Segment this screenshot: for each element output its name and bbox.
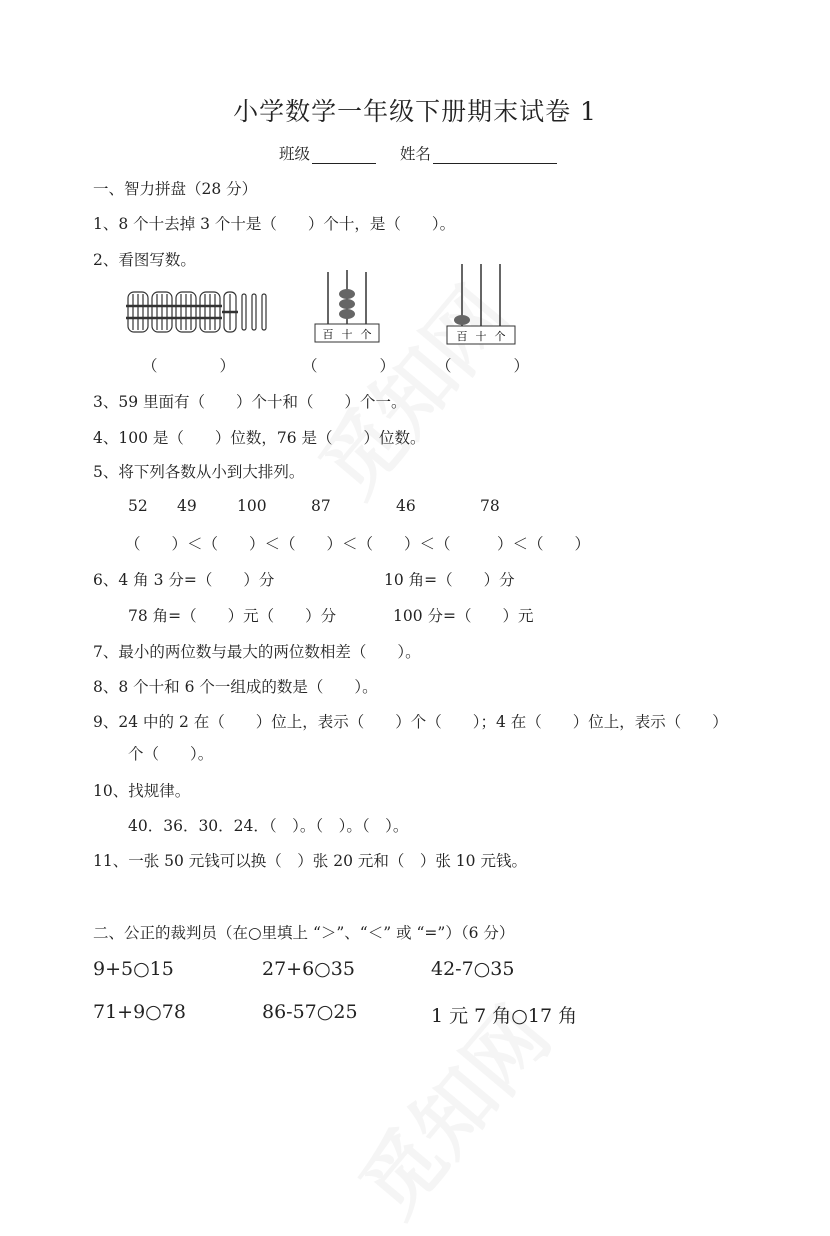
question-9-cont: 个（ ）。	[128, 745, 214, 763]
compare-item[interactable]: 42-7○35	[431, 958, 515, 980]
question-3: 3、59 里面有（ ）个十和（ ）个一。	[93, 393, 407, 411]
question-6c: 78 角=（ ）元（ ）分	[128, 607, 337, 625]
stick-bundles-icon	[126, 292, 266, 332]
question-8: 8、8 个十和 6 个一组成的数是（ ）。	[93, 678, 378, 696]
name-label: 姓名	[399, 145, 431, 163]
compare-item[interactable]: 27+6○35	[262, 958, 355, 980]
q5-number: 87	[311, 497, 331, 515]
abacus2-label-ones: 个	[494, 330, 506, 343]
abacus1-label-ones: 个	[360, 328, 372, 341]
q5-number: 100	[237, 497, 267, 515]
compare-item[interactable]: 1 元 7 角○17 角	[431, 1005, 578, 1027]
class-label: 班级	[279, 145, 311, 163]
question-9: 9、24 中的 2 在（ ）位上，表示（ ）个（ ）；4 在（ ）位上，表示（ ）	[93, 713, 728, 731]
section2-heading: 二、公正的裁判员（在○里填上 “＞”、“＜” 或 “=”）（6 分）	[93, 924, 515, 942]
question-6d: 100 分=（ ）元	[393, 607, 534, 625]
abacus1-label-tens: 十	[341, 328, 353, 341]
page-title: 小学数学一年级下册期末试卷 1	[233, 97, 597, 126]
compare-item[interactable]: 86-57○25	[262, 1001, 358, 1023]
header-fields	[279, 142, 557, 164]
question-7: 7、最小的两位数与最大的两位数相差（ ）。	[93, 643, 421, 661]
question-1: 1、8 个十去掉 3 个十是（ ）个十，是（ ）。	[93, 215, 456, 233]
abacus-icon	[447, 264, 515, 344]
q5-number: 46	[396, 497, 416, 515]
question-5: 5、将下列各数从小到大排列。	[93, 463, 305, 481]
question-6b: 10 角=（ ）分	[384, 571, 515, 589]
question-4: 4、100 是（ ）位数，76 是（ ）位数。	[93, 429, 426, 447]
q5-number: 49	[177, 497, 197, 515]
compare-item[interactable]: 9+5○15	[93, 958, 174, 980]
q2-answer-2[interactable]: （ ）	[302, 357, 396, 375]
question-11: 11、一张 50 元钱可以换（ ）张 20 元和（ ）张 10 元钱。	[93, 852, 527, 870]
class-blank[interactable]	[312, 147, 376, 164]
q2-picture	[100, 262, 540, 352]
name-blank[interactable]	[433, 147, 557, 164]
q2-answer-3[interactable]: （ ）	[436, 357, 530, 375]
abacus1-label-hundreds: 百	[322, 328, 334, 341]
q5-number: 52	[128, 497, 148, 515]
q5-order-blanks[interactable]: （ ）＜（ ）＜（ ）＜（ ）＜（ ）＜（ ）	[125, 535, 591, 553]
q10-sequence: 40．36．30．24．（ ）。（ ）。（ ）。	[128, 817, 409, 835]
section1-heading: 一、智力拼盘（28 分）	[93, 180, 258, 198]
compare-item[interactable]: 71+9○78	[93, 1001, 186, 1023]
q2-answer-1[interactable]: （ ）	[142, 357, 236, 375]
question-6a: 6、4 角 3 分=（ ）分	[93, 571, 275, 589]
q5-number: 78	[480, 497, 500, 515]
abacus-icon	[315, 270, 379, 342]
abacus2-label-tens: 十	[475, 330, 487, 343]
question-2: 2、看图写数。	[93, 251, 196, 269]
question-10: 10、找规律。	[93, 782, 191, 800]
abacus2-label-hundreds: 百	[456, 330, 468, 343]
